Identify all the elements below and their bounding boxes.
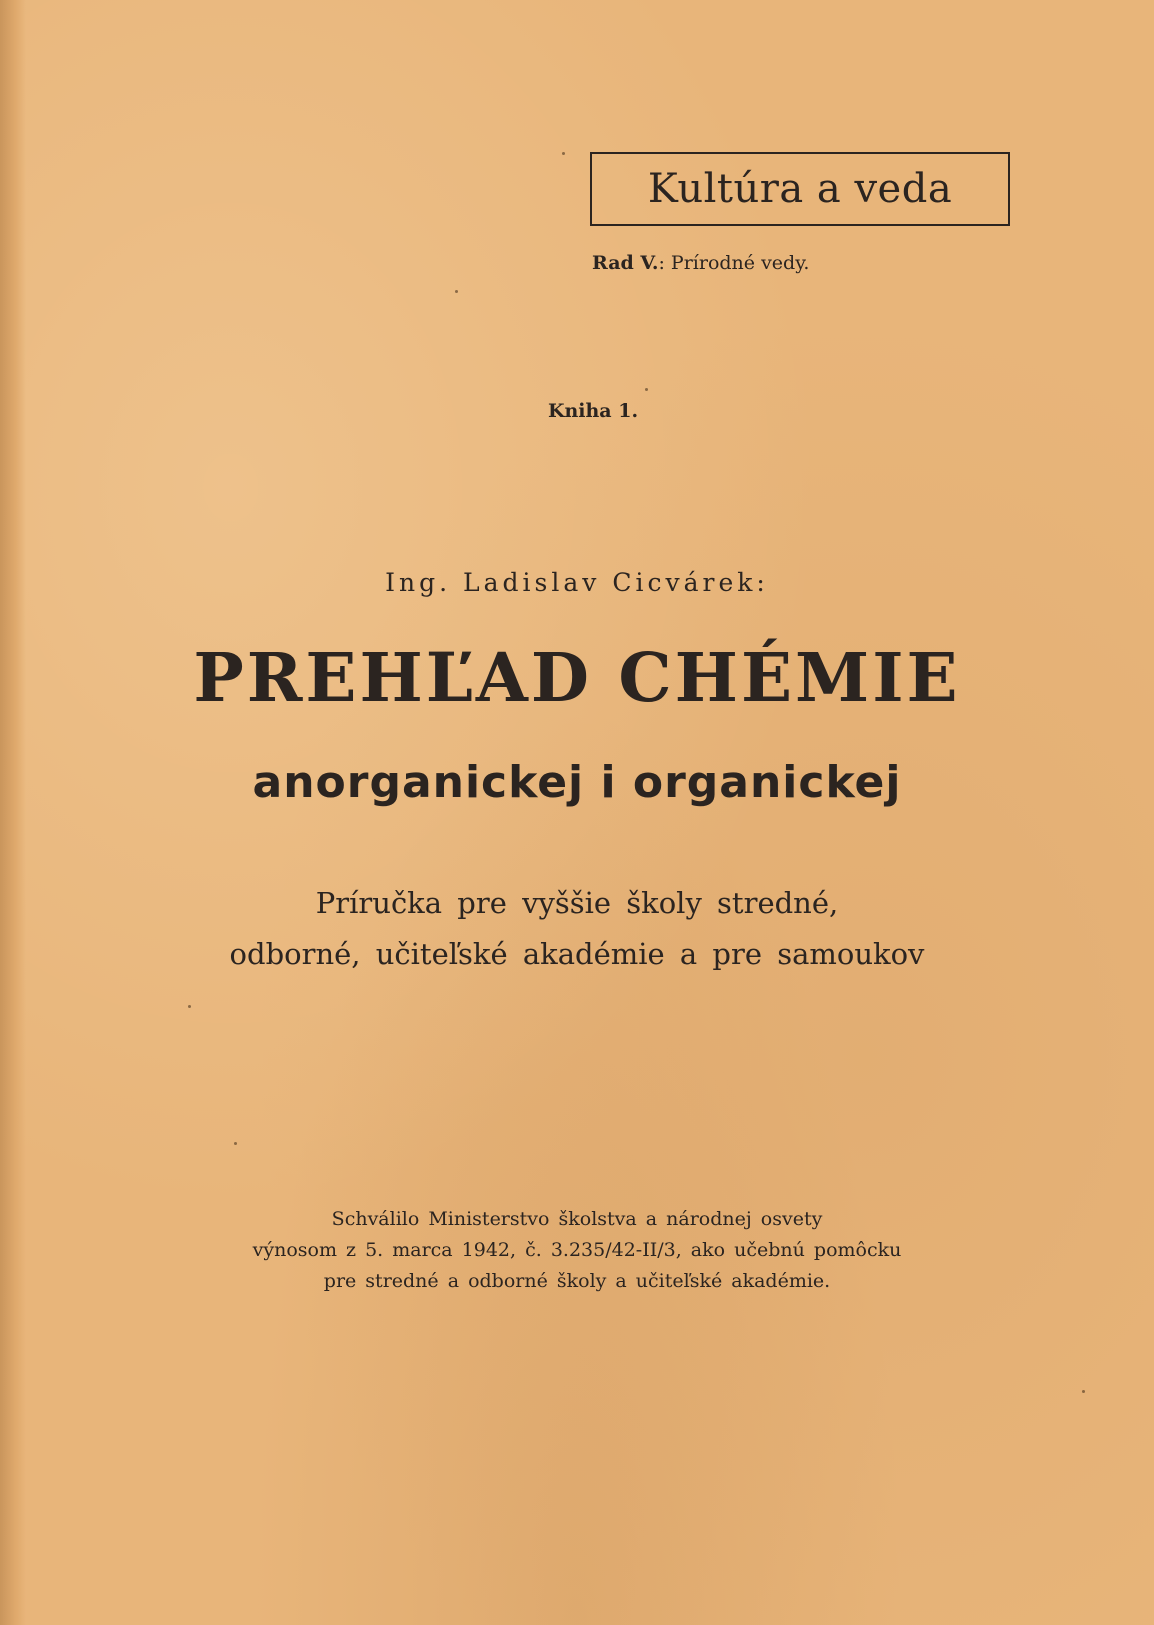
paper-speck (562, 152, 565, 155)
description-line-1: Príručka pre vyššie školy stredné, (315, 886, 839, 920)
approval-line-3: pre stredné a odborné školy a učiteľské akadémie. (323, 1270, 831, 1292)
series-box (590, 152, 1010, 226)
book-number (0, 400, 1154, 422)
series-subtitle (592, 252, 809, 274)
paper-speck (645, 388, 648, 391)
book-title: PREHĽAD CHÉMIE (193, 638, 961, 717)
description-line-2: odborné, učiteľské akadémie a pre samoukov (229, 937, 925, 971)
paper-speck (455, 290, 458, 293)
approval-line-2: výnosom z 5. marca 1942, č. 3.235/42-II/3, ako učebnú pomôcku (252, 1239, 902, 1261)
author: Ing. Ladislav Cicvárek: (385, 568, 769, 597)
book-number-text: Kniha 1. (547, 400, 639, 422)
paper-speck (1082, 1390, 1085, 1393)
spine-edge (0, 0, 26, 1625)
book-subtitle: anorganickej i organickej (252, 757, 902, 808)
paper-speck (188, 1005, 191, 1008)
series-rad-text: : Prírodné vedy. (658, 252, 810, 274)
series-rad-label: Rad V. (592, 252, 659, 274)
paper-speck (234, 1142, 237, 1145)
series-title: Kultúra a veda (647, 166, 953, 212)
approval-line-1: Schválilo Ministerstvo školstva a národnej osvety (331, 1208, 823, 1230)
